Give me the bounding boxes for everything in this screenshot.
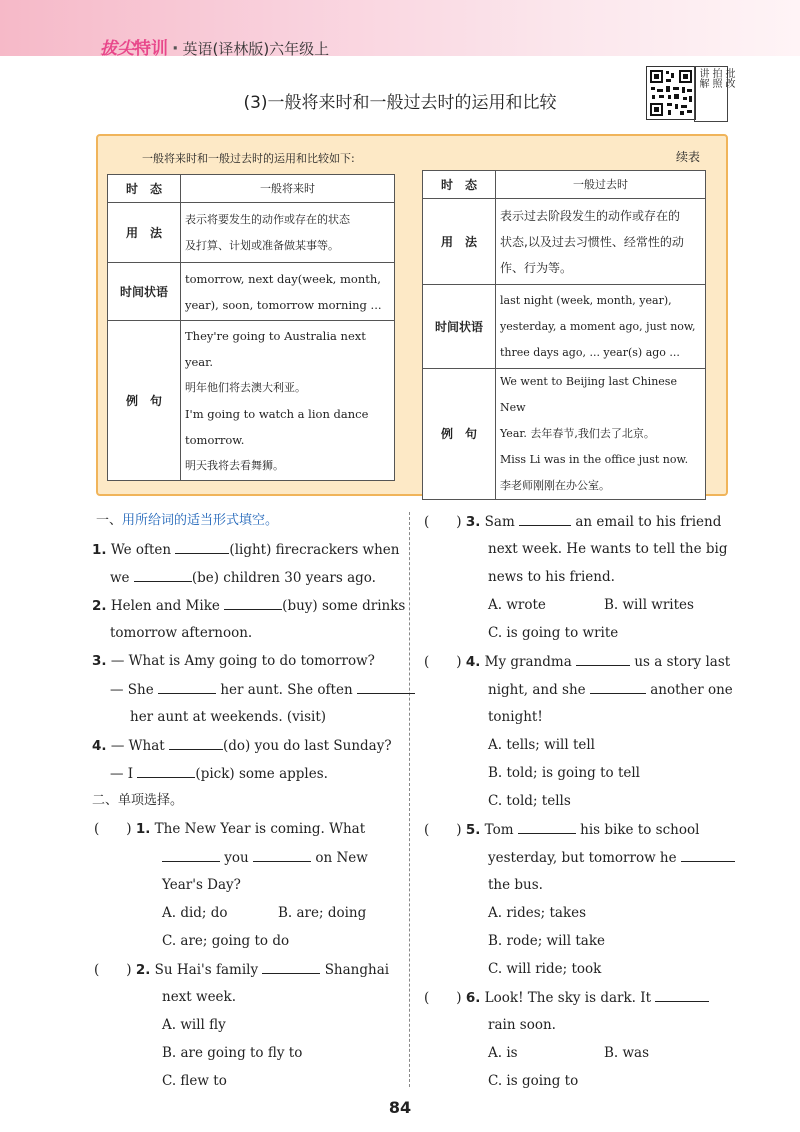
s1-q4-line2 (110, 764, 328, 783)
question-text: My grandma (484, 654, 572, 670)
question-text: Sam (484, 514, 515, 530)
qr-label-correct: 批改 (723, 68, 734, 88)
cell-line: 明年他们将去澳大利亚。 (185, 380, 306, 394)
question-text: We often (110, 542, 172, 558)
usage-cell (496, 199, 706, 285)
example-cell (496, 369, 706, 500)
question-number: 4. (92, 738, 107, 754)
example-cell (181, 321, 395, 481)
past-tense-table (422, 170, 706, 500)
question-text: — What is Amy going to do tomorrow? (110, 653, 375, 669)
answer-blank[interactable] (262, 960, 320, 974)
answer-bracket[interactable]: ( ) (94, 962, 132, 978)
question-number: 3. (92, 653, 107, 669)
question-text: Su Hai's family (154, 962, 259, 978)
answer-blank[interactable] (576, 652, 630, 666)
question-number: 6. (465, 990, 481, 1006)
question-text: (light) firecrackers when (229, 542, 400, 558)
s2-q4-option-c[interactable]: C. told; tells (488, 793, 571, 809)
answer-blank[interactable] (590, 680, 646, 694)
future-tense-table (107, 174, 395, 481)
cell-line: 明天我将去看舞狮。 (185, 458, 284, 472)
s1-q1-line2 (110, 568, 376, 587)
s1-q4-line1 (92, 736, 392, 755)
cell-line: tomorrow, next day(week, month, (185, 271, 381, 286)
s1-q2-line1 (92, 596, 405, 615)
s2-q2-line1 (94, 960, 389, 979)
question-text: you (224, 850, 249, 866)
question-text: (do) you do last Sunday? (222, 738, 392, 754)
cell-line: Year. 去年春节,我们去了北京。 (500, 427, 655, 440)
cell-line: 表示过去阶段发生的动作或存在的 (500, 208, 681, 223)
s2-q1-option-a[interactable]: A. did; do (162, 905, 228, 921)
s1-q3-line3: her aunt at weekends. (visit) (130, 709, 327, 725)
table-header-tense: 时 态 (423, 171, 496, 199)
answer-blank[interactable] (655, 988, 709, 1002)
question-text: we (110, 570, 130, 586)
s2-q3-option-a[interactable]: A. wrote (488, 597, 546, 613)
s2-q3-option-c[interactable]: C. is going to write (488, 625, 619, 641)
question-number: 4. (465, 654, 481, 670)
question-text: (pick) some apples. (195, 766, 328, 782)
answer-blank[interactable] (519, 512, 571, 526)
s2-q4-line2 (488, 680, 733, 699)
table-header-name: 一般将来时 (181, 175, 395, 203)
usage-cell (181, 203, 395, 263)
s2-q6-option-a[interactable]: A. is (488, 1045, 518, 1061)
s2-q6-line1 (424, 988, 709, 1007)
s2-q2-line2: next week. (162, 989, 237, 1005)
s2-q1-line3: Year's Day? (162, 877, 241, 893)
s1-q2-line2: tomorrow afternoon. (110, 625, 253, 641)
qr-label-explain: 讲解 (697, 68, 708, 88)
section1-number: 一、 (96, 513, 123, 528)
question-text: another one (650, 682, 733, 698)
question-text: his bike to school (580, 822, 700, 838)
question-text: — She (110, 682, 154, 698)
brand-name-part1: 拔尖 (100, 39, 134, 59)
s2-q2-option-b[interactable]: B. are going to fly to (162, 1045, 303, 1061)
cell-line: year. (185, 354, 214, 369)
s1-q3-line1 (92, 652, 375, 670)
cell-line: 作、行为等。 (500, 260, 573, 275)
row-label-example: 例 句 (423, 369, 496, 500)
question-number: 1. (92, 542, 107, 558)
s2-q3-line1 (424, 512, 721, 531)
answer-blank[interactable] (253, 848, 311, 862)
question-text: Helen and Mike (110, 598, 220, 614)
question-text: night, and she (488, 682, 586, 698)
row-label-usage: 用 法 (108, 203, 181, 263)
cell-line: last night (week, month, year), (500, 293, 672, 307)
question-number: 3. (465, 514, 481, 530)
answer-blank[interactable] (158, 680, 216, 694)
time-adverbial-cell (496, 285, 706, 369)
s2-q1-option-c[interactable]: C. are; going to do (162, 933, 290, 949)
s2-q1-line1 (94, 820, 365, 838)
s2-q1-option-b[interactable]: B. are; doing (278, 905, 367, 921)
question-text: Look! The sky is dark. It (484, 990, 651, 1006)
s2-q4-line3: tonight! (488, 709, 543, 725)
question-text: Shanghai (324, 962, 390, 978)
s2-q5-option-c[interactable]: C. will ride; took (488, 961, 602, 977)
answer-blank[interactable] (175, 540, 229, 554)
answer-blank[interactable] (681, 848, 735, 862)
column-divider (409, 512, 410, 1087)
cell-line: 李老师刚刚在办公室。 (500, 479, 610, 492)
table-header-tense: 时 态 (108, 175, 181, 203)
section1-title (96, 512, 278, 530)
s2-q1-line2 (162, 848, 368, 867)
answer-bracket[interactable]: ( ) (424, 990, 462, 1006)
book-title: 英语(译林版)六年级上 (182, 40, 330, 58)
question-number: 2. (135, 962, 151, 978)
cell-line: 表示将要发生的动作或存在的状态 (185, 212, 350, 226)
page-number: 84 (388, 1098, 412, 1117)
cell-line: We went to Beijing last Chinese New (500, 375, 677, 414)
s2-q5-line2 (488, 848, 735, 867)
question-text: on New (315, 850, 368, 866)
time-adverbial-cell (181, 263, 395, 321)
row-label-time-adverbial: 时间状语 (423, 285, 496, 369)
cell-line: yesterday, a moment ago, just now, (500, 319, 696, 333)
s1-q1-line1 (92, 540, 400, 559)
row-label-example: 例 句 (108, 321, 181, 481)
qr-labels (697, 68, 734, 88)
answer-blank[interactable] (137, 764, 195, 778)
s2-q2-option-a[interactable]: A. will fly (162, 1017, 226, 1033)
answer-bracket[interactable]: ( ) (424, 654, 462, 670)
qr-code-icon (646, 66, 696, 120)
question-text: yesterday, but tomorrow he (488, 850, 677, 866)
s2-q3-option-b[interactable]: B. will writes (604, 597, 694, 613)
answer-blank[interactable] (518, 820, 576, 834)
answer-bracket[interactable]: ( ) (424, 514, 462, 530)
answer-bracket[interactable]: ( ) (94, 821, 132, 837)
row-label-time-adverbial: 时间状语 (108, 263, 181, 321)
question-text: Tom (484, 822, 514, 838)
lesson-title: (3)一般将来时和一般过去时的运用和比较 (243, 93, 557, 113)
question-number: 2. (92, 598, 107, 614)
question-text: — What (110, 738, 165, 754)
row-label-usage: 用 法 (423, 199, 496, 285)
brand-name-part2: 特训 (134, 39, 168, 59)
answer-blank[interactable] (162, 848, 220, 862)
grammar-box-intro: 一般将来时和一般过去时的运用和比较如下: (142, 152, 355, 165)
cell-line: I'm going to watch a lion dance (185, 406, 369, 421)
section2-title: 二、单项选择。 (92, 793, 184, 808)
answer-bracket[interactable]: ( ) (424, 822, 462, 838)
s2-q5-line3: the bus. (488, 877, 543, 893)
answer-blank[interactable] (134, 568, 192, 582)
s2-q6-option-c[interactable]: C. is going to (488, 1073, 579, 1089)
cell-line: 状态,以及过去习惯性、经常性的动 (500, 234, 684, 249)
cell-line: year), soon, tomorrow morning ... (185, 297, 382, 312)
answer-blank[interactable] (357, 680, 415, 694)
question-number: 1. (135, 821, 151, 837)
question-text: an email to his friend (575, 514, 722, 530)
cell-line: three days ago, ... year(s) ago ... (500, 345, 680, 359)
qr-label-photo: 拍照 (710, 68, 721, 88)
question-text: — I (110, 766, 134, 782)
question-text: (buy) some drinks (282, 598, 406, 614)
cell-line: Miss Li was in the office just now. (500, 453, 689, 466)
cell-line: tomorrow. (185, 432, 245, 447)
question-text: The New Year is coming. What (154, 821, 366, 837)
header-separator: · (172, 39, 179, 59)
s2-q3-line2: next week. He wants to tell the big (488, 541, 728, 557)
s2-q4-line1 (424, 652, 730, 671)
answer-blank[interactable] (224, 596, 282, 610)
s2-q5-option-a[interactable]: A. rides; takes (488, 905, 587, 921)
s2-q6-line2: rain soon. (488, 1017, 556, 1033)
question-number: 5. (465, 822, 481, 838)
s2-q3-line3: news to his friend. (488, 569, 615, 585)
continued-label: 续表 (676, 150, 701, 164)
question-text: her aunt. She often (220, 682, 353, 698)
s2-q6-option-b[interactable]: B. was (604, 1045, 650, 1061)
s2-q4-option-a[interactable]: A. tells; will tell (488, 737, 595, 753)
question-text: us a story last (634, 654, 731, 670)
answer-blank[interactable] (169, 736, 223, 750)
s2-q2-option-c[interactable]: C. flew to (162, 1073, 227, 1089)
section1-instruction: 用所给词的适当形式填空。 (122, 513, 279, 528)
s2-q4-option-b[interactable]: B. told; is going to tell (488, 765, 641, 781)
question-text: (be) children 30 years ago. (191, 570, 376, 586)
book-header (100, 34, 329, 59)
cell-line: They're going to Australia next (185, 328, 366, 343)
s2-q5-line1 (424, 820, 699, 839)
table-header-name: 一般过去时 (496, 171, 706, 199)
s1-q3-line2 (110, 680, 415, 699)
cell-line: 及打算、计划或准备做某事等。 (185, 238, 339, 252)
s2-q5-option-b[interactable]: B. rode; will take (488, 933, 605, 949)
